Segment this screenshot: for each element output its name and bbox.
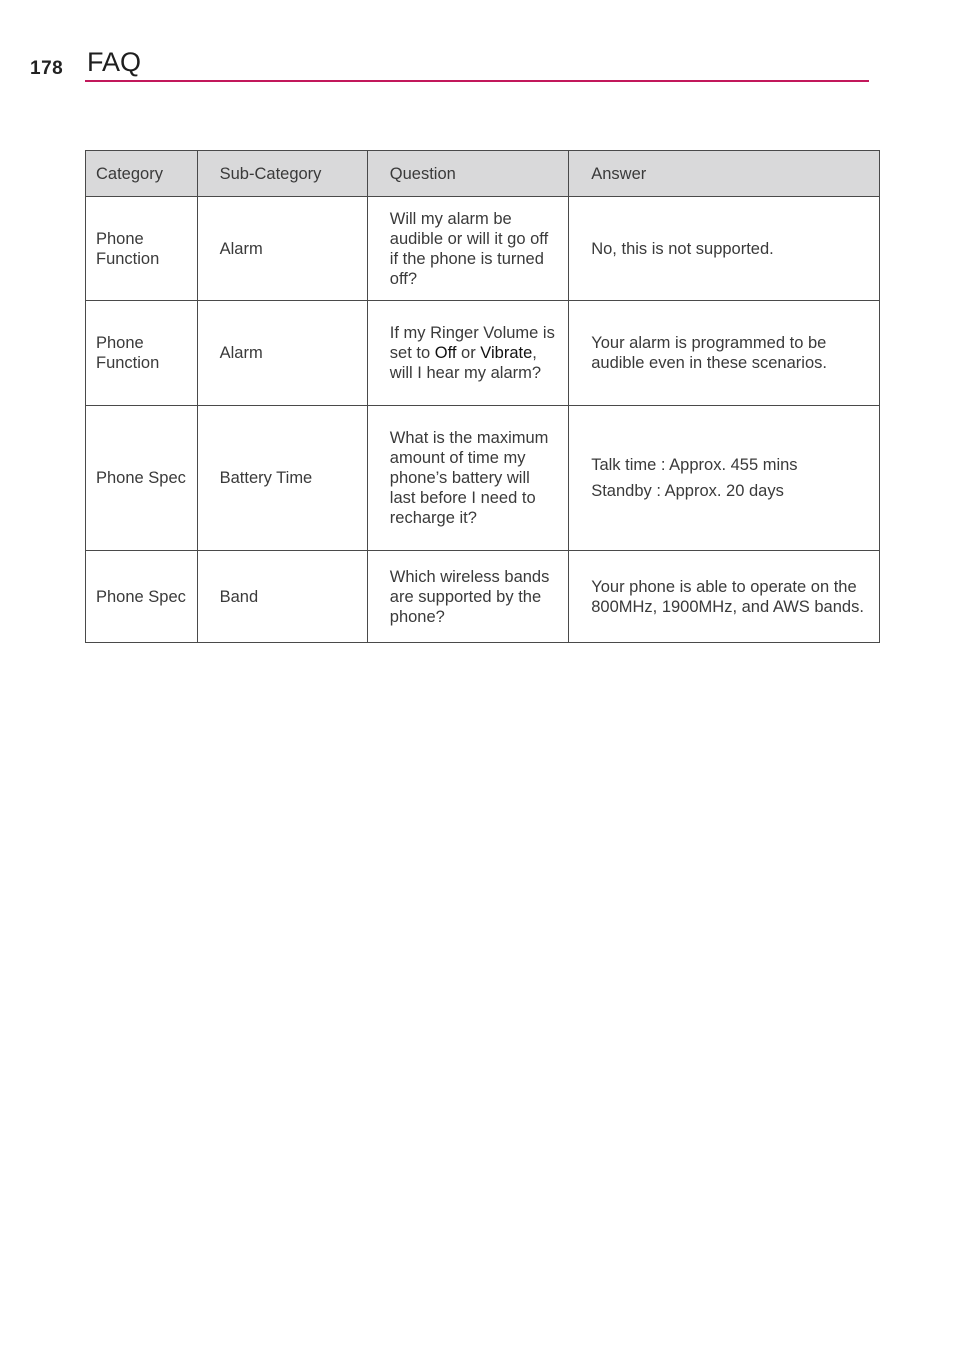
cell-answer: Your alarm is programmed to be audible even in these scenarios. <box>569 301 880 406</box>
column-header-answer: Answer <box>569 151 880 197</box>
table-row <box>86 197 880 301</box>
cell-question: Will my alarm be audible or will it go off if the phone is turned off? <box>367 197 568 301</box>
table-row <box>86 301 880 406</box>
setting-vibrate-label: Vibrate <box>480 344 533 362</box>
setting-off-label: Off <box>434 344 457 362</box>
column-header-question: Question <box>367 151 568 197</box>
cell-category: Phone Spec <box>86 551 198 643</box>
page-number: 178 <box>30 58 64 79</box>
page-title: FAQ <box>87 47 142 77</box>
cell-category: Phone Function <box>86 197 198 301</box>
question-text: or <box>456 344 481 362</box>
cell-subcategory: Battery Time <box>197 406 367 551</box>
cell-question: Which wireless bands are supported by the phone? <box>367 551 568 643</box>
column-header-subcategory: Sub-Category <box>197 151 367 197</box>
cell-category: Phone Function <box>86 301 198 406</box>
title-divider <box>85 80 869 82</box>
answer-line-standby: Standby : Approx. 20 days <box>591 482 784 500</box>
cell-subcategory: Alarm <box>197 301 367 406</box>
column-header-category: Category <box>86 151 198 197</box>
cell-answer: Your phone is able to operate on the 800MHz, 1900MHz, and AWS bands. <box>569 551 880 643</box>
cell-answer <box>569 406 880 551</box>
table-header-row <box>86 151 880 197</box>
cell-question: What is the maximum amount of time my phone’s battery will last before I need to recharge it? <box>367 406 568 551</box>
question-text: If my Ringer Volume is set to <box>389 324 555 362</box>
table-row <box>86 406 880 551</box>
table-row <box>86 551 880 643</box>
cell-subcategory: Alarm <box>197 197 367 301</box>
cell-category: Phone Spec <box>86 406 198 551</box>
question-text: , will I hear my alarm? <box>389 344 542 382</box>
cell-question <box>367 301 568 406</box>
cell-answer: No, this is not supported. <box>569 197 880 301</box>
answer-line-talk-time: Talk time : Approx. 455 mins <box>591 456 798 474</box>
faq-table <box>85 150 880 643</box>
cell-subcategory: Band <box>197 551 367 643</box>
